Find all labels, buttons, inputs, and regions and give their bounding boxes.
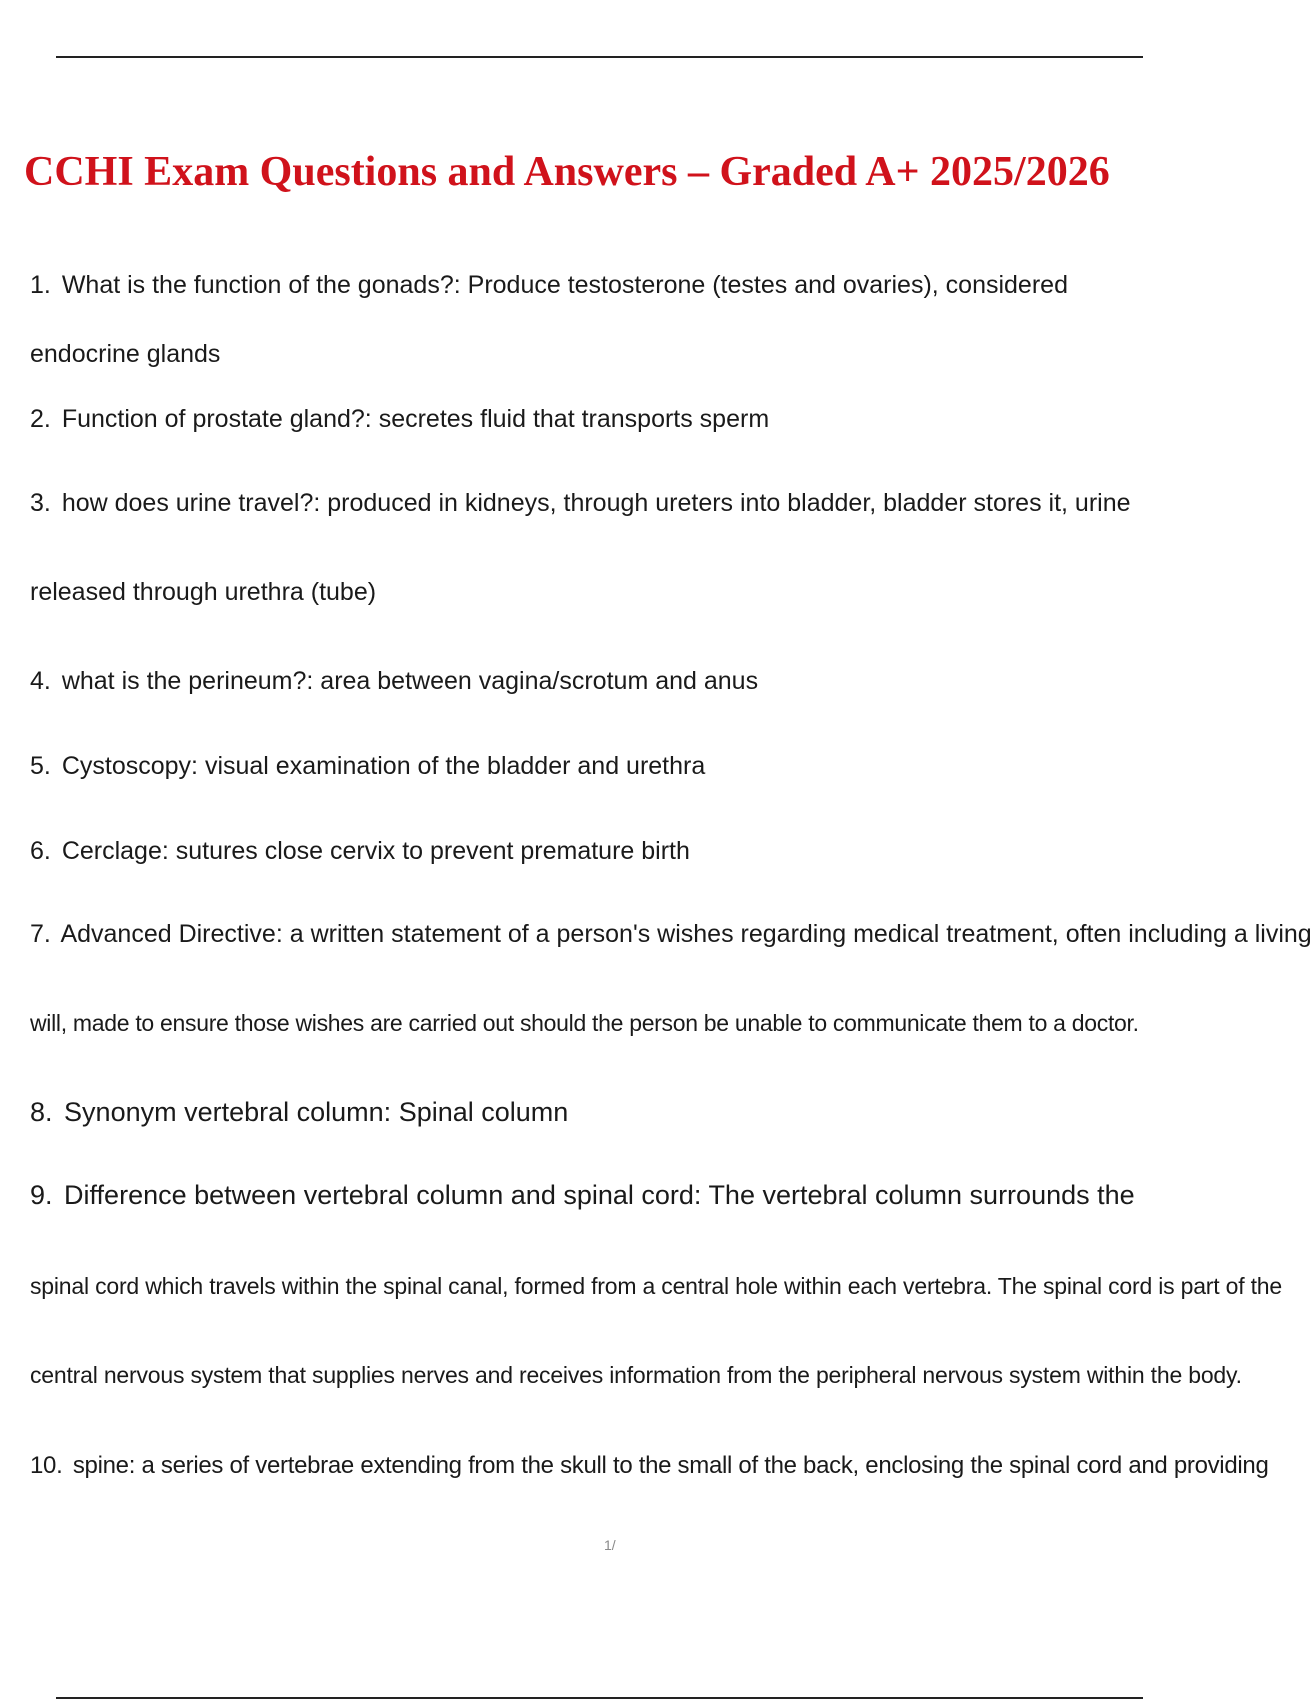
qa-item-10 [30,1451,1269,1481]
answer-text: The vertebral column surrounds the [708,1180,1135,1210]
qa-item-2 [30,404,1200,434]
top-rule [56,56,1143,58]
answer-text: will, made to ensure those wishes are carried out should the person be unable to communicate them to a doctor. [30,1010,1139,1036]
qa-item-9-continuation-2 [30,1360,1242,1390]
answer-text: released through urethra (tube) [30,578,377,606]
qa-item-9 [30,1180,1200,1210]
qa-item-8 [30,1097,1200,1127]
question-text: Cystoscopy: [61,752,198,780]
item-number: 4. [30,667,51,695]
answer-text: sutures close cervix to prevent premature birth [175,837,690,865]
qa-item-4 [30,666,1200,696]
qa-item-3 [30,488,1200,518]
answer-text: central nervous system that supplies nerves and receives information from the peripheral nervous system within the body. [30,1362,1242,1388]
answer-text: produced in kidneys, through ureters into bladder, bladder stores it, urine [327,489,1131,517]
qa-item-7 [30,919,1312,949]
bottom-rule [56,1697,1143,1699]
question-text: What is the function of the gonads?: [61,271,461,299]
question-text: Synonym vertebral column: [64,1097,392,1127]
qa-item-7-continuation [30,1008,1200,1038]
page-number: 1/ [604,1537,616,1553]
qa-item-1-continuation [30,339,1200,369]
document-title: CCHI Exam Questions and Answers – Graded A+ 2025/2026 [24,149,1110,195]
item-number: 9. [30,1180,53,1210]
qa-item-5 [30,751,1200,781]
qa-item-9-continuation-1 [30,1271,1282,1301]
question-text: how does urine travel?: [61,489,321,517]
qa-item-1 [30,270,1200,300]
question-text: what is the perineum?: [61,667,314,695]
item-number: 7. [30,920,51,948]
item-number: 8. [30,1097,53,1127]
question-text: Function of prostate gland?: [61,405,372,433]
item-number: 6. [30,837,51,865]
answer-text: Produce testosterone (testes and ovaries), considered [467,271,1068,299]
item-number: 10. [30,1452,63,1479]
question-text: Cerclage: [61,837,169,865]
answer-text: spinal cord which travels within the spinal canal, formed from a central hole within each vertebra. The spinal cord is part of the [30,1273,1282,1299]
answer-text: secretes fluid that transports sperm [378,405,770,433]
answer-text: a written statement of a person's wishes regarding medical treatment, often including a living [289,920,1312,948]
question-text: spine: [72,1452,136,1479]
item-number: 1. [30,271,51,299]
answer-text: visual examination of the bladder and urethra [204,752,706,780]
answer-text: area between vagina/scrotum and anus [320,667,759,695]
qa-item-3-continuation [30,577,1200,607]
item-number: 5. [30,752,51,780]
question-text: Difference between vertebral column and spinal cord: [64,1180,702,1210]
answer-text: Spinal column [398,1097,569,1127]
qa-item-6 [30,836,1200,866]
answer-text: a series of vertebrae extending from the skull to the small of the back, enclosing the spinal cord and providing [141,1452,1269,1479]
question-text: Advanced Directive: [60,920,283,948]
item-number: 2. [30,405,51,433]
answer-text: endocrine glands [30,340,221,368]
item-number: 3. [30,489,51,517]
